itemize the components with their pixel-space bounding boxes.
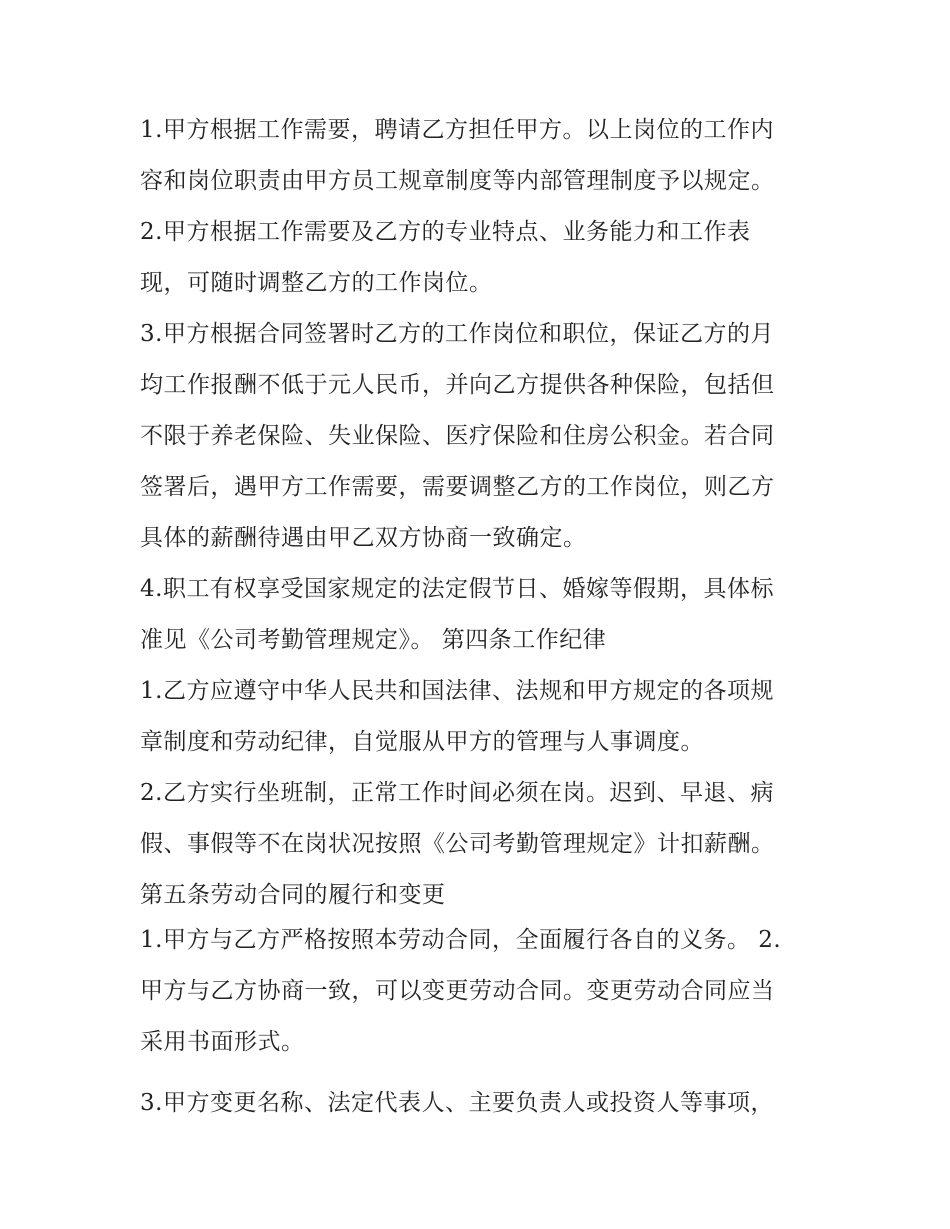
text-line: 具体的薪酬待遇由甲乙双方协商一致确定。 [140, 525, 587, 551]
text-line: 3.甲方变更名称、法定代表人、主要负责人或投资人等事项， [140, 1090, 774, 1116]
text-line: 假、事假等不在岗状况按照《公司考勤管理规定》计扣薪酬。 [140, 831, 775, 857]
text-line: 1.甲方根据工作需要，聘请乙方担任甲方。以上岗位的工作内 [140, 117, 774, 143]
text-line: 甲方与乙方协商一致，可以变更劳动合同。变更劳动合同应当 [140, 978, 775, 1004]
text-line: 章制度和劳动纪律，自觉服从甲方的管理与人事调度。 [140, 729, 704, 755]
text-line: 容和岗位职责由甲方员工规章制度等内部管理制度予以规定。 [140, 168, 775, 194]
text-line: 准见《公司考勤管理规定》。 第四条工作纪律 [140, 627, 607, 653]
text-line: 1.乙方应遵守中华人民共和国法律、法规和甲方规定的各项规 [140, 678, 774, 704]
text-line: 采用书面形式。 [140, 1029, 305, 1055]
text-line: 现，可随时调整乙方的工作岗位。 [140, 270, 493, 296]
section-heading: 第五条劳动合同的履行和变更 [140, 882, 446, 908]
text-line: 2.甲方根据工作需要及乙方的专业特点、业务能力和工作表 [140, 219, 751, 245]
text-line: 不限于养老保险、失业保险、医疗保险和住房公积金。若合同 [140, 423, 775, 449]
document-body [140, 111, 830, 1135]
text-line: 均工作报酬不低于元人民币，并向乙方提供各种保险，包括但 [140, 372, 775, 398]
text-line: 4.职工有权享受国家规定的法定假节日、婚嫁等假期，具体标 [140, 576, 774, 602]
text-line: 3.甲方根据合同签署时乙方的工作岗位和职位，保证乙方的月 [140, 321, 774, 347]
text-line: 1.甲方与乙方严格按照本劳动合同，全面履行各自的义务。 2. [140, 927, 782, 953]
text-line: 2.乙方实行坐班制，正常工作时间必须在岗。迟到、早退、病 [140, 780, 774, 806]
text-line: 签署后，遇甲方工作需要，需要调整乙方的工作岗位，则乙方 [140, 474, 775, 500]
